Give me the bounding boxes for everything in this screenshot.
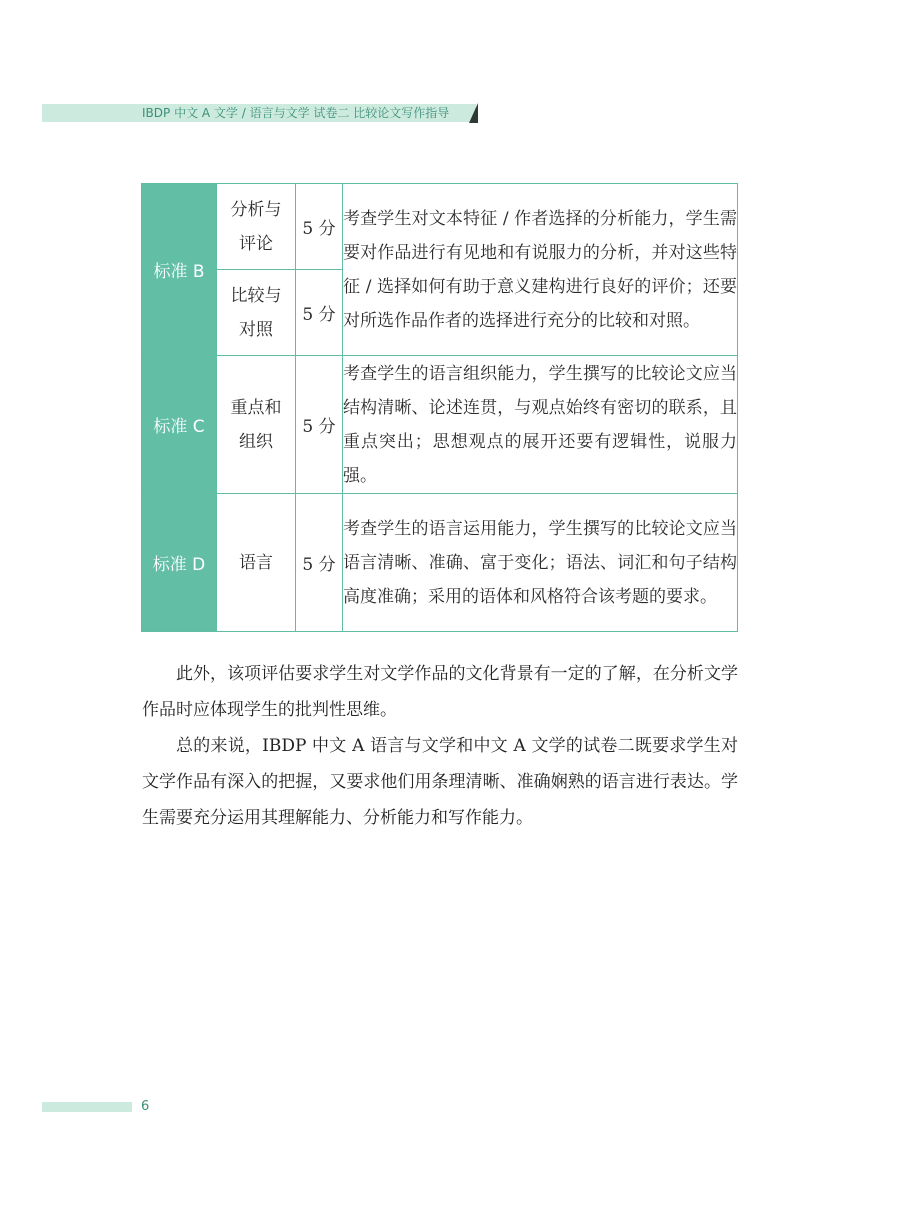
page-number: 6	[141, 1099, 150, 1114]
criterion-description: 考查学生对文本特征 / 作者选择的分析能力，学生需要对作品进行有见地和有说服力的分析，并对这些特征 / 选择如何有助于意义建构进行良好的评价；还要对所选作品作者的选择进行充分的比较和对照。	[343, 184, 738, 356]
header-corner-mark-icon	[469, 103, 478, 123]
criterion-description: 考查学生的语言运用能力，学生撰写的比较论文应当语言清晰、准确、富于变化；语法、词汇和句子结构高度准确；采用的语体和风格符合该考题的要求。	[343, 494, 738, 632]
points-value: 5 分	[296, 356, 343, 494]
table-row	[142, 184, 738, 270]
table-row	[142, 356, 738, 494]
points-value: 5 分	[296, 494, 343, 632]
rubric-table	[141, 183, 738, 632]
points-value: 5 分	[296, 270, 343, 356]
body-paragraph: 总的来说，IBDP 中文 A 语言与文学和中文 A 文学的试卷二既要求学生对文学作品有深入的把握，又要求他们用条理清晰、准确娴熟的语言进行表达。学生需要充分运用其理解能力、分析能力和写作能力。	[142, 736, 738, 828]
sub-criterion-label: 分析与评论	[230, 199, 282, 254]
points-value: 5 分	[296, 184, 343, 270]
criterion-description: 考查学生的语言组织能力，学生撰写的比较论文应当结构清晰、论述连贯，与观点始终有密切的联系，且重点突出；思想观点的展开还要有逻辑性，说服力强。	[343, 356, 738, 494]
running-header: IBDP 中文 A 文学 / 语言与文学 试卷二 比较论文写作指导	[142, 106, 450, 120]
table-row	[142, 494, 738, 632]
criterion-label: 标准 B	[142, 184, 217, 356]
body-paragraph: 此外，该项评估要求学生对文学作品的文化背景有一定的了解，在分析文学作品时应体现学生的批判性思维。	[142, 664, 738, 720]
criterion-label: 标准 D	[142, 494, 217, 632]
sub-criterion-label: 比较与对照	[230, 285, 282, 340]
sub-criterion-label: 重点和组织	[230, 397, 282, 452]
footer-band	[42, 1102, 132, 1112]
sub-criterion-label: 语言	[239, 552, 273, 573]
criterion-label: 标准 C	[142, 356, 217, 494]
